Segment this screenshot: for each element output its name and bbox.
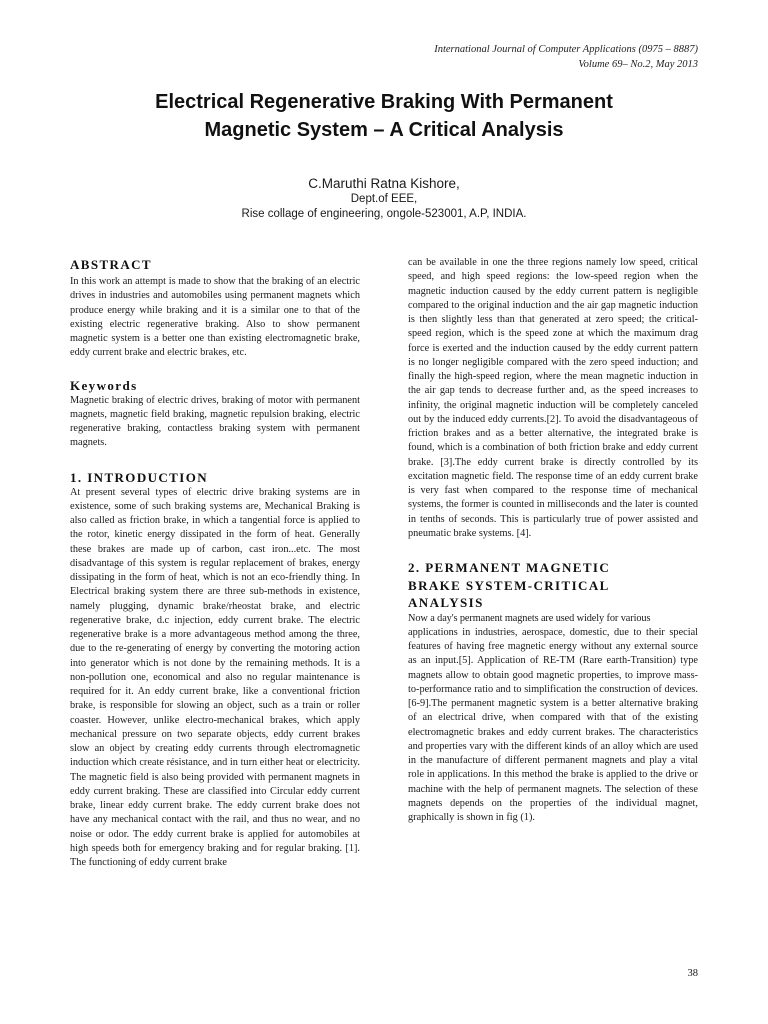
abstract-heading: ABSTRACT xyxy=(70,257,152,272)
section-2-text: applications in industries, aerospace, domestic, due to their special features of having free magnetic energy without any external source as an input.[5]. Application of RE-TM (Rare earth-Transition) type magnets allow to obtain good magnetic properties, to improve mass-to-performance ratio and to simplification the construction of devices. [6-9].The permanent magnetic system is a better alternative braking of an electrical drive, when compared with that of the existing electromagnetic brakes and eddy current brakes. The characteristics and properties vary with the different kinds of an alloy which are used in the manufacture of different permanent magnets and play a vital role in applications. In this method the brake is applied to the drive or machine with the help of permanent magnets. The selection of these magnets depends on the properties of the individual magnet, graphically is shown in fig (1). xyxy=(408,626,698,823)
section-2-first-line: Now a day's permanent magnets are used widely for various xyxy=(408,612,651,624)
introduction-text: At present several types of electric drive braking systems are in existence, some of such braking systems are, Mechanical Braking is also called as friction brake, in which a tangential force is applied to the rotor, kinetic energy dissipated in the form of heat. Generally these brakes are made up of carbon, cast iron...etc. The most disadvantage of this system is regular replacement of brakes, energy dissipating in the form of heat, which is not an eco-friendly thing. In Electrical braking system there are three sub-methods in existence, namely plugging, dynamic brake/rheostat brake, and electric regenerative brake, d.c injection, eddy current brake. The electric regenerative brake is a more advantageous method among the three, due to the re-generating of energy by converting the motoring action into generator which is not done by the remaining methods. It is a non-pollution one, economical and also no regular maintenance is required for it. An eddy current brake, like a conventional friction brake, is responsible for slowing an object, such as a train or roller coaster. However, unlike electro-mechanical brakes, which apply mechanical pressure on two separate objects, eddy current brakes slow an object by creating eddy currents through electromagnetic induction which create résistance, and in turn either heat or electricity. The magnetic field is also being provided with permanent magnets in eddy current braking. These are classified into Circular eddy current brake, linear eddy current brake. The eddy current brake does not have any mechanical contact with the rail, and thus no wear, and no noise or odor. The eddy current brake is applied for automobiles at high speeds both for emergency braking and for regular braking. [1]. The functioning of eddy current brake xyxy=(70,486,360,868)
section-2-heading-line-1: 2. PERMANENT MAGNETIC xyxy=(408,560,611,575)
left-column xyxy=(70,256,360,870)
abstract-text: In this work an attempt is made to show that the braking of an electric drives in industries and automobiles using permanent magnets which produce energy while braking and it is a similar one to that of the existing electric regenerative braking. Also to show permanent magnetic system is a better one than existing electromagnetic brake, eddy current brake and electric brakes, etc. xyxy=(70,276,360,359)
affiliation-institution: Rise collage of engineering, ongole-523001, A.P, INDIA. xyxy=(241,208,527,220)
journal-volume: Volume 69– No.2, May 2013 xyxy=(578,59,698,70)
journal-header xyxy=(434,42,698,72)
introduction-section xyxy=(70,469,360,871)
author-affiliation xyxy=(60,192,708,222)
section-2 xyxy=(408,559,698,825)
continuation-text: can be available in one the three regions namely low speed, critical speed, and high speed regions: the low-speed region when the magnetic induction caused by the eddy current pattern is negligible compared to the original induction and the air gap magnetic induction is then slightly less than that generated at zero speed; the critical-speed region, which is the speed zone at which the maximum drag force is exerted and the induction caused by the eddy current pattern is no longer negligible compared with the zero speed induction; and finally the high-speed region, where the mean magnetic induction in the air gap tends to decrease further and, as the speed increases to infinity, the original magnetic induction will be completely canceled out by the induced eddy currents.[2]. To avoid the disadvantageous of friction brakes and as a better alternative, the integrated brake is found, which is a combination of both friction brake and eddy current brake. [3].The eddy current brake is directly controlled by its excitation magnetic field. The response time of an eddy current brake is very fast when compared to the response time of mechanical systems, the former is counted in milliseconds and the later is counted in tenths of seconds. This is particularly true of power assisted and pneumatic brake systems. [4]. xyxy=(408,257,698,539)
right-column xyxy=(408,256,698,825)
journal-title: International Journal of Computer Applications (0975 – 8887) xyxy=(434,44,698,55)
keywords-heading: Keywords xyxy=(70,377,138,393)
section-2-heading-line-3: ANALYSIS xyxy=(408,595,484,610)
affiliation-dept: Dept.of EEE, xyxy=(350,193,418,205)
abstract-section xyxy=(70,256,360,361)
introduction-heading: 1. INTRODUCTION xyxy=(70,469,209,485)
paper-title xyxy=(60,88,708,144)
page-number: 38 xyxy=(687,968,698,979)
keywords-text: Magnetic braking of electric drives, braking of motor with permanent magnets, magnetic field braking, magnetic repulsion braking, electric regenerative braking, contactless braking system with permanent magnets. xyxy=(70,394,360,449)
title-line-1: Electrical Regenerative Braking With Permanent xyxy=(155,91,613,113)
section-2-heading-line-2: BRAKE SYSTEM-CRITICAL xyxy=(408,577,610,593)
title-line-2: Magnetic System – A Critical Analysis xyxy=(204,119,564,141)
keywords-section xyxy=(70,377,360,451)
section-2-heading xyxy=(408,559,698,612)
author-name: C.Maruthi Ratna Kishore, xyxy=(308,176,460,191)
